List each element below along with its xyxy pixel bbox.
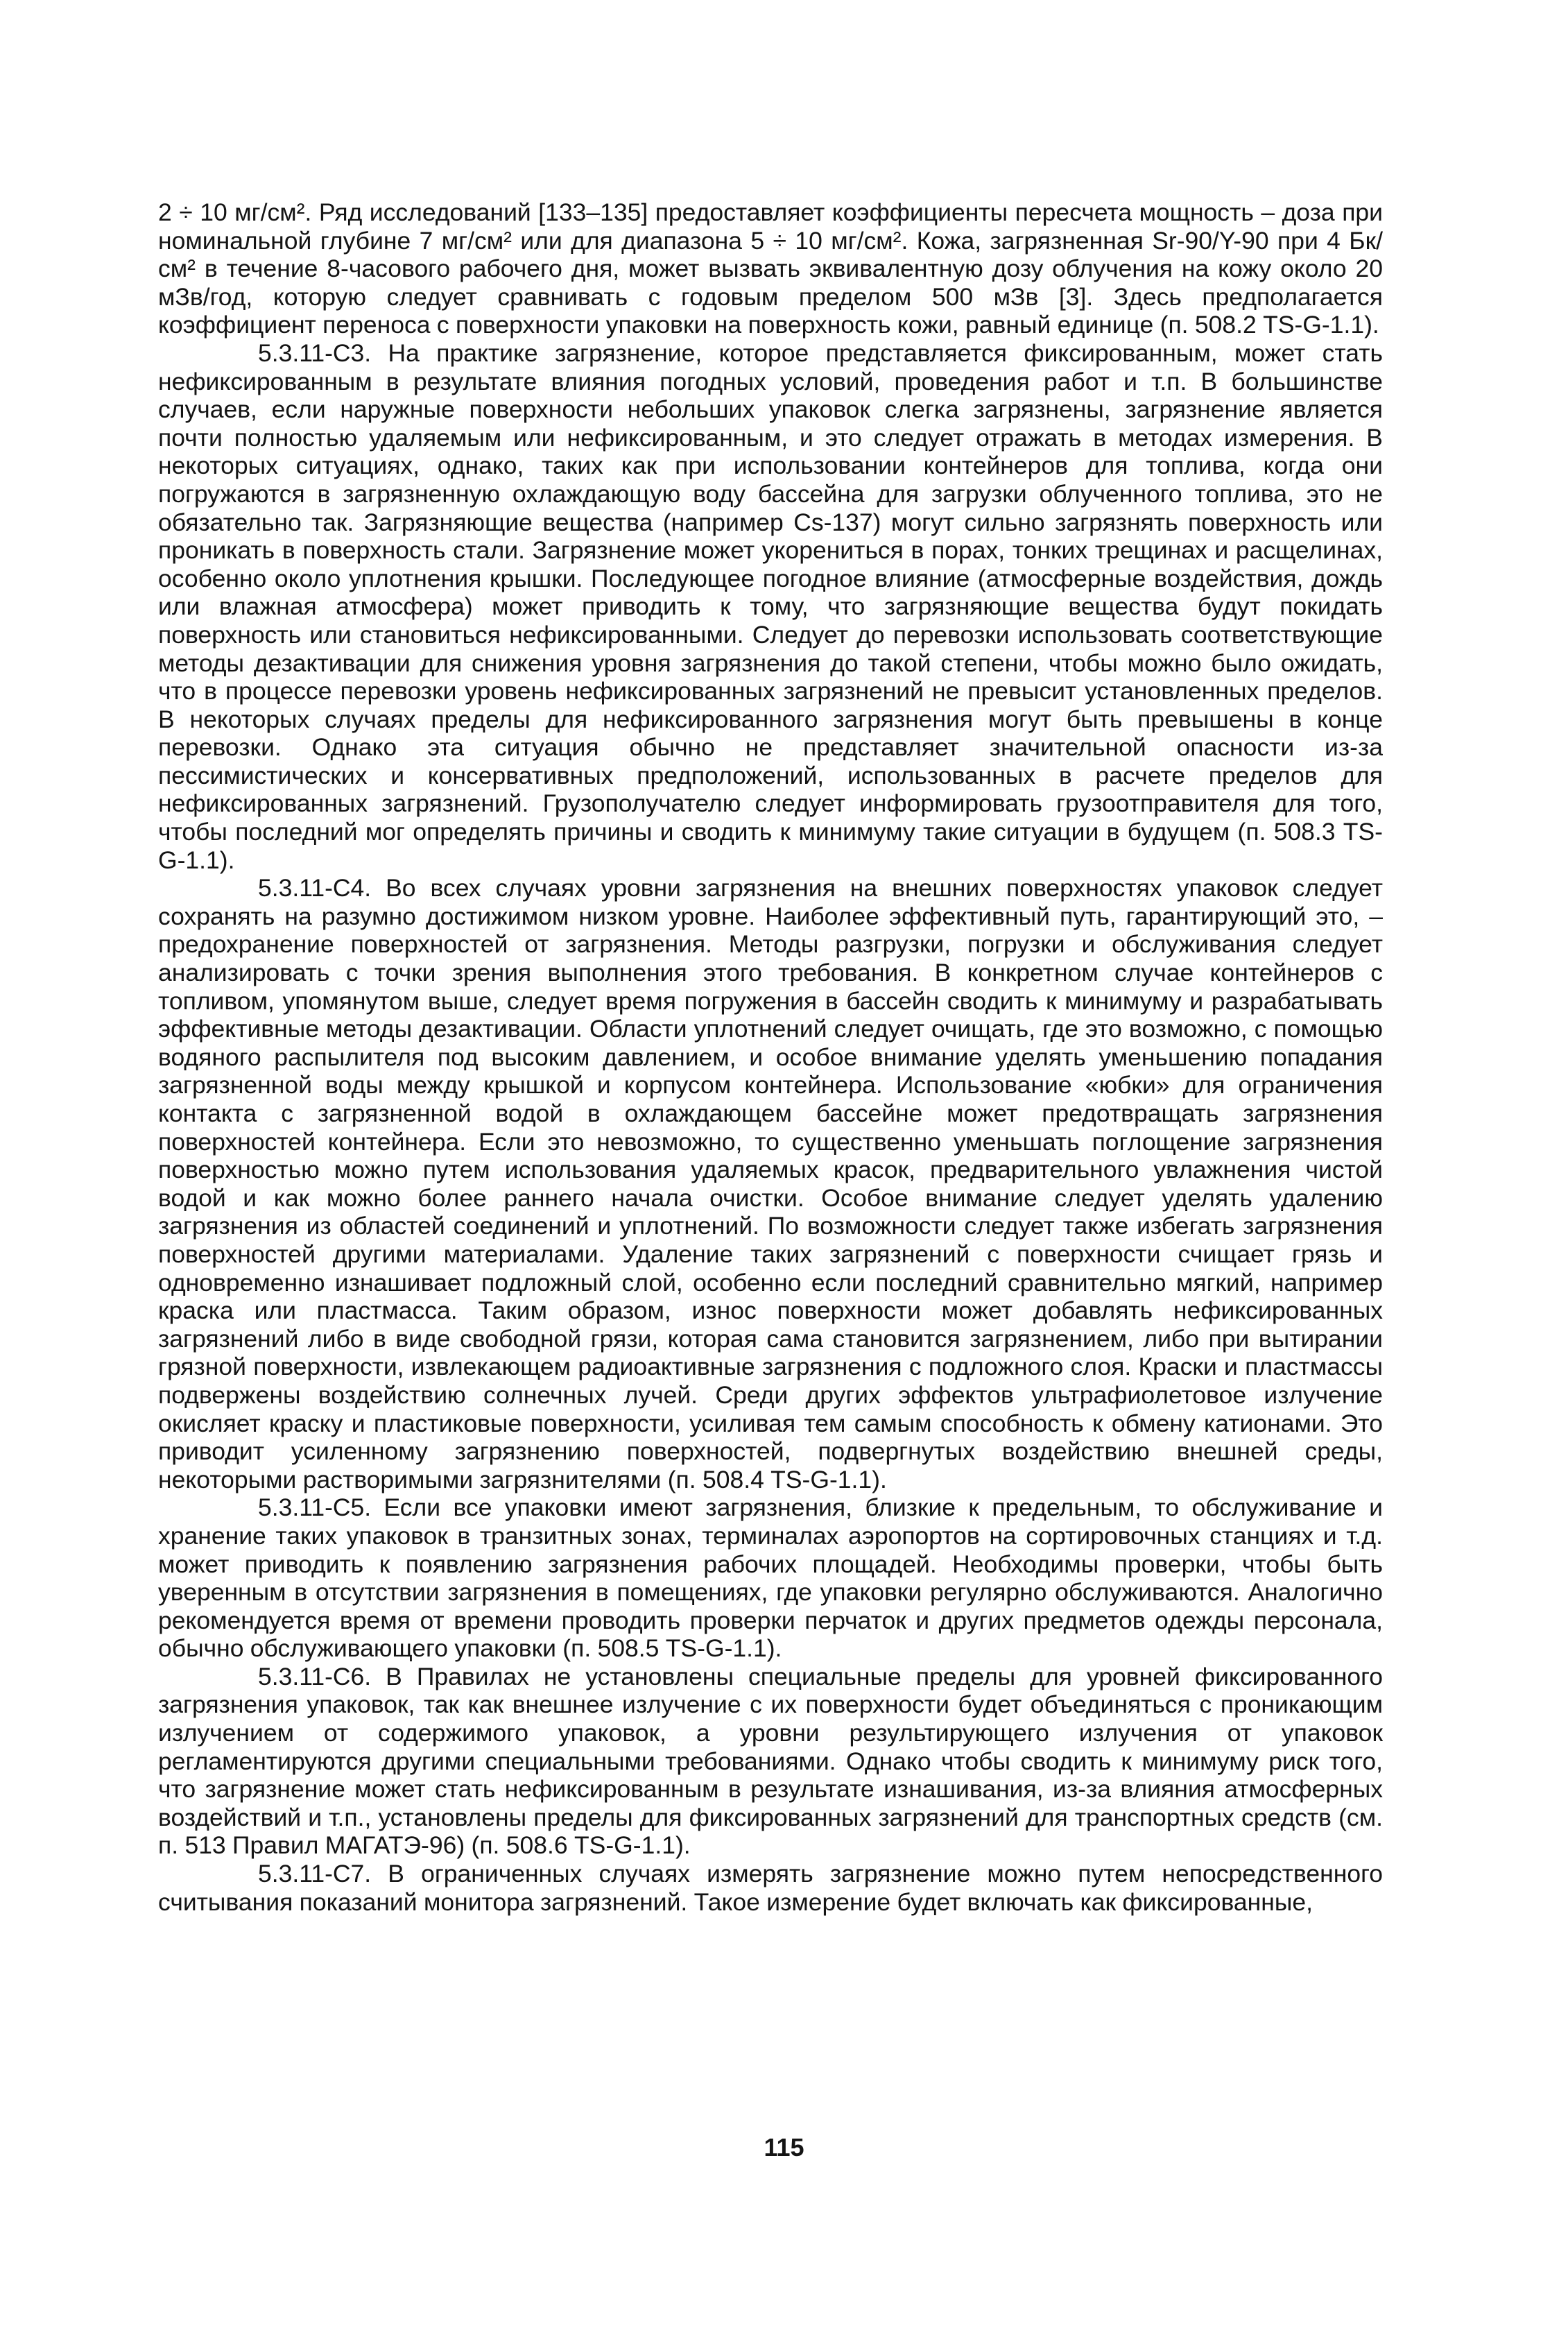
paragraph-c3: 5.3.11-С3. На практике загрязнение, которое представляется фиксированным, может стать нефиксированным в результате влияния погодных условий, проведения работ и т.п. В большинстве случаев, если наружные поверхности небольших упаковок слегка загрязнены, загрязнение является почти полностью удаляемым или нефиксированным, и это следует отражать в методах измерения. В некоторых ситуациях, однако, таких как при использовании контейнеров для топлива, когда они погружаются в загрязненную охлаждающую воду бассейна для загрузки облученного топлива, это не обязательно так. Загрязняющие вещества (например Cs-137) могут сильно загрязнять поверхность или проникать в поверхность стали. Загрязнение может укорениться в порах, тонких трещинах и расщелинах, особенно около уплотнения крышки. Последующее погодное влияние (атмосферные воздействия, дождь или влажная атмосфера) может приводить к тому, что загрязняющие вещества будут покидать поверхность или становиться нефиксированными. Следует до перевозки использовать соответствующие методы дезактивации для снижения уровня загрязнения до такой степени, чтобы можно было ожидать, что в процессе перевозки уровень нефиксированных загрязнений не превысит установленных пределов. В некоторых случаях пределы для нефиксированного загрязнения могут быть превышены в конце перевозки. Однако эта ситуация обычно не представляет значительной опасности из-за пессимистических и консервативных предположений, использованных в расчете пределов для нефиксированных загрязнений. Грузополучателю следует информировать грузоотправителя для того, чтобы последний мог определять причины и сводить к минимуму такие ситуации в будущем (п. 508.3 TS-G-1.1). xyxy=(158,339,1383,874)
page-number: 115 xyxy=(764,2133,804,2161)
paragraph-c4: 5.3.11-С4. Во всех случаях уровни загрязнения на внешних поверхностях упаковок следует сохранять на разумно достижимом низком уровне. Наиболее эффективный путь, гарантирующий это, – предохранение поверхностей от загрязнения. Методы разгрузки, погрузки и обслуживания следует анализировать с точки зрения выполнения этого требования. В конкретном случае контейнеров с топливом, упомянутом выше, следует время погружения в бассейн сводить к минимуму и разрабатывать эффективные методы дезактивации. Области уплотнений следует очищать, где это возможно, с помощью водяного распылителя под высоким давлением, и особое внимание уделять уменьшению попадания загрязненной воды между крышкой и корпусом контейнера. Использование «юбки» для ограничения контакта с загрязненной водой в охлаждающем бассейне может предотвращать загрязнения поверхностей контейнера. Если это невозможно, то существенно уменьшать поглощение загрязнения поверхностью можно путем использования удаляемых красок, предварительного увлажнения чистой водой и как можно более раннего начала очистки. Особое внимание следует уделять удалению загрязнения из областей соединений и уплотнений. По возможности следует также избегать загрязнения поверхностей другими материалами. Удаление таких загрязнений с поверхности счищает грязь и одновременно изнашивает подложный слой, особенно если последний сравнительно мягкий, например краска или пластмасса. Таким образом, износ поверхности может добавлять нефиксированных загрязнений либо в виде свободной грязи, которая сама становится загрязнением, либо при вытирании грязной поверхности, извлекающем радиоактивные загрязнения с подложного слоя. Краски и пластмассы подвержены воздействию солнечных лучей. Среди других эффектов ультрафиолетовое излучение окисляет краску и пластиковые поверхности, усиливая тем самым способность к обмену катионами. Это приводит усиленному загрязнению поверхностей, подвергнутых воздействию внешней среды, некоторыми растворимыми загрязнителями (п. 508.4 TS-G-1.1). xyxy=(158,874,1383,1493)
paragraph-c5: 5.3.11-С5. Если все упаковки имеют загрязнения, близкие к предельным, то обслуживание и хранение таких упаковок в транзитных зонах, терминалах аэропортов на сортировочных станциях и т.д. может приводить к появлению загрязнения рабочих площадей. Необходимы проверки, чтобы быть уверенным в отсутствии загрязнения в помещениях, где упаковки регулярно обслуживаются. Аналогично рекомендуется время от времени проводить проверки перчаток и других предметов одежды персонала, обычно обслуживающего упаковки (п. 508.5 TS-G-1.1). xyxy=(158,1493,1383,1663)
paragraph-c7: 5.3.11-С7. В ограниченных случаях измерять загрязнение можно путем непосредственного считывания показаний монитора загрязнений. Такое измерение будет включать как фиксированные, xyxy=(158,1860,1383,1916)
paragraph-c6: 5.3.11-С6. В Правилах не установлены специальные пределы для уровней фиксированного загрязнения упаковок, так как внешнее излучение с их поверхности будет объединяться с проникающим излучением от содержимого упаковок, а уровни результирующего излучения от упаковок регламентируются другими специальными требованиями. Однако чтобы сводить к минимуму риск того, что загрязнение может стать нефиксированным в результате изнашивания, из-за влияния атмосферных воздействий и т.п., установлены пределы для фиксированных загрязнений для транспортных средств (см. п. 513 Правил МАГАТЭ-96) (п. 508.6 TS-G-1.1). xyxy=(158,1662,1383,1860)
document-body xyxy=(158,198,1383,1916)
paragraph-continuation: 2 ÷ 10 мг/см². Ряд исследований [133–135] предоставляет коэффициенты пересчета мощность – доза при номинальной глубине 7 мг/см² или для диапазона 5 ÷ 10 мг/см². Кожа, загрязненная Sr-90/Y-90 при 4 Бк/см² в течение 8-часового рабочего дня, может вызвать эквивалентную дозу облучения на кожу около 20 мЗв/год, которую следует сравнивать с годовым пределом 500 мЗв [3]. Здесь предполагается коэффициент переноса с поверхности упаковки на поверхность кожи, равный единице (п. 508.2 TS-G-1.1). xyxy=(158,198,1383,339)
